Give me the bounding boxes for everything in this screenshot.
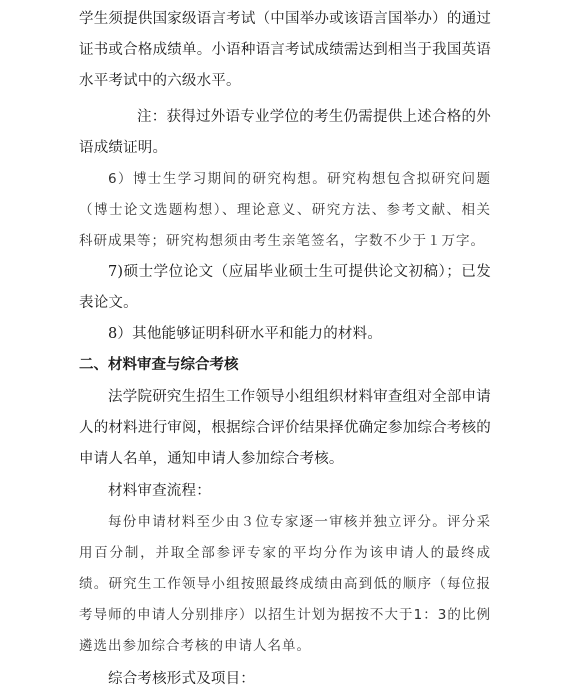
item-6-research-plan: 6）博士生学习期间的研究构想。研究构想包含拟研究问题（博士论文选题构想）、理论意义、研究方法、参考文献、相关科研成果等；研究构想须由考生亲笔签名，字数不少于１万字。: [79, 171, 491, 249]
section-2-heading: 二、材料审查与综合考核: [79, 357, 239, 373]
exam-form-label: 综合考核形式及项目：: [108, 671, 255, 687]
review-process-paragraph: 每份申请材料至少由３位专家逐一审核并独立评分。评分采用百分制，并取全部参评专家的平均分作为该申请人的最终成绩。研究生工作领导小组按照最终成绩由高到低的顺序（每位报考导师的申请人分别排序）以招生计划为据按不大于1：3的比例遴选出参加综合考核的申请人名单。: [79, 514, 491, 654]
review-process-label: 材料审查流程：: [108, 483, 211, 499]
note-paragraph: 注：获得过外语专业学位的考生仍需提供上述合格的外语成绩证明。: [79, 109, 491, 156]
item-7-thesis: 7)硕士学位论文（应届毕业硕士生可提供论文初稿）；已发表论文。: [79, 264, 491, 311]
item-8-other-materials: 8）其他能够证明科研水平和能力的材料。: [108, 326, 383, 342]
language-requirement-paragraph: 学生须提供国家级语言考试（中国举办或该语言国举办）的通过证书或合格成绩单。小语种语言考试成绩需达到相当于我国英语水平考试中的六级水平。: [79, 11, 491, 89]
review-organization-paragraph: 法学院研究生招生工作领导小组组织材料审查组对全部申请人的材料进行审阅，根据综合评价结果择优确定参加综合考核的申请人名单，通知申请人参加综合考核。: [79, 389, 491, 467]
